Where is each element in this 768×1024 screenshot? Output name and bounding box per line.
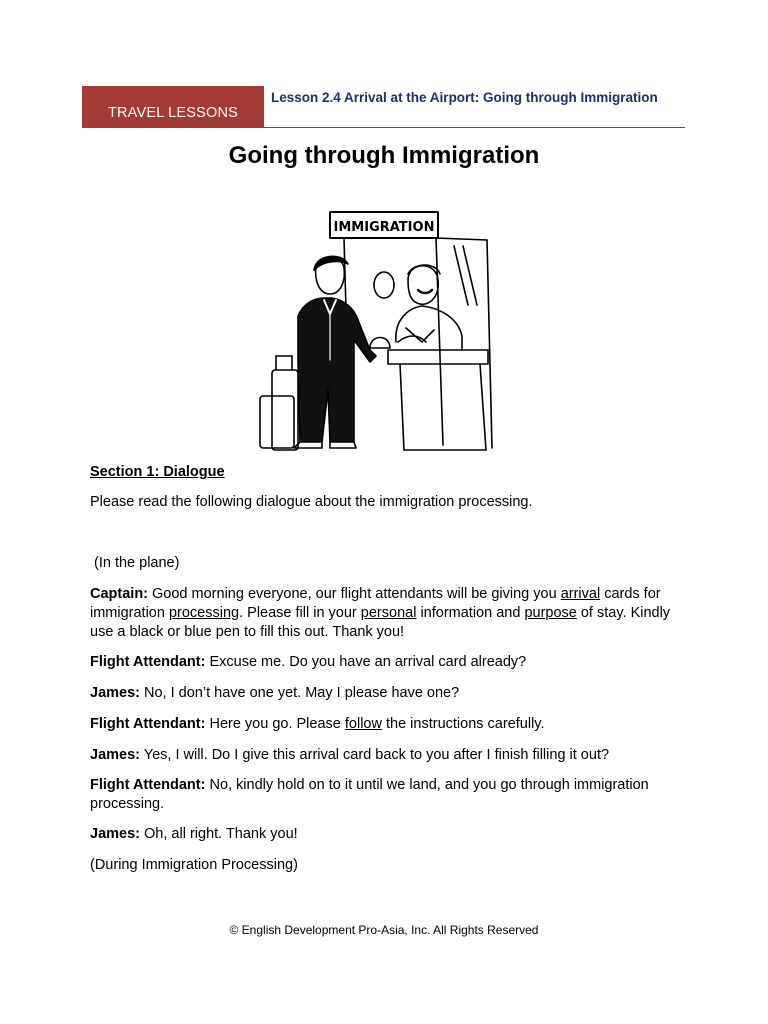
dialogue-text: Oh, all right. Thank you! — [139, 826, 298, 842]
dialogue-text: Here you go. Please — [205, 716, 345, 732]
dialogue-line — [90, 746, 690, 765]
header-band — [82, 86, 264, 128]
dialogue-text: the instructions carefully. — [381, 716, 545, 732]
immigration-booth-illustration — [258, 210, 498, 455]
section-heading — [90, 463, 690, 482]
dialogue-line — [90, 776, 690, 814]
dialogue-line — [90, 653, 690, 672]
speaker-name: James: — [90, 747, 140, 763]
speaker-name: Flight Attendant: — [90, 654, 206, 670]
dialogue-text: No, I don’t have one yet. May I please have one? — [139, 685, 460, 701]
vocabulary-word: arrival — [560, 586, 601, 602]
dialogue-text: information and — [416, 605, 525, 621]
dialogue-text: cards for immigration — [90, 586, 661, 621]
speaker-name: Captain: — [90, 586, 148, 602]
dialogue-line — [90, 585, 690, 642]
header-band-label: TRAVEL LESSONS — [107, 105, 239, 121]
speaker-name: James: — [90, 685, 140, 701]
header-divider — [82, 127, 685, 128]
page-title: Going through Immigration — [228, 142, 540, 169]
lesson-title: Lesson 2.4 Arrival at the Airport: Going through Immigration — [271, 90, 658, 105]
dialogue-text: Good morning everyone, our flight attendants will be giving you — [148, 586, 561, 602]
dialogue-text: Excuse me. Do you have an arrival card already? — [205, 654, 527, 670]
speaker-name: James: — [90, 826, 140, 842]
vocabulary-word: purpose — [524, 605, 577, 621]
vocabulary-word: follow — [344, 716, 382, 732]
vocabulary-word: personal — [360, 605, 417, 621]
dialogue-text: of stay. Kindly use a black or blue pen to fill this out. Thank you! — [90, 605, 671, 640]
booth-sign-text: IMMIGRATION — [333, 220, 435, 235]
scene-note: (In the plane) — [94, 555, 180, 571]
vocabulary-word: processing — [168, 605, 240, 621]
section-heading-text: Section 1: Dialogue — [90, 464, 225, 480]
section-intro: Please read the following dialogue about the immigration processing. — [90, 494, 533, 510]
scene-note: (During Immigration Processing) — [90, 857, 298, 873]
speaker-name: Flight Attendant: — [90, 716, 206, 732]
dialogue-line — [90, 715, 690, 734]
speaker-name: Flight Attendant: — [90, 777, 206, 793]
copyright-footer: © English Development Pro-Asia, Inc. All Rights Reserved — [229, 923, 539, 937]
dialogue-text: Yes, I will. Do I give this arrival card back to you after I finish filling it out? — [139, 747, 610, 763]
dialogue-line — [90, 684, 690, 703]
dialogue-line — [90, 825, 690, 844]
dialogue-text: . Please fill in your — [239, 605, 361, 621]
dialogue-text: No, kindly hold on to it until we land, and you go through immigration processing. — [90, 777, 649, 812]
